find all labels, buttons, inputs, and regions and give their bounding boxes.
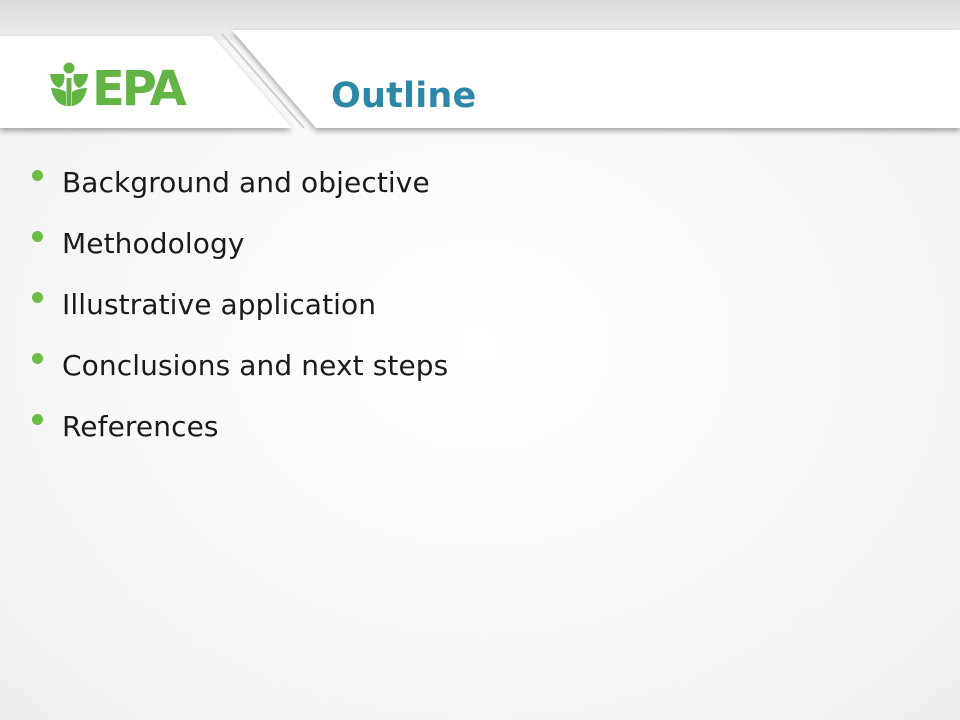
- bullet-icon: [32, 353, 43, 364]
- bullet-icon: [32, 231, 43, 242]
- logo-text: EPA: [92, 62, 184, 110]
- bullet-label: Background and objective: [62, 166, 430, 199]
- epa-flower-icon: [50, 63, 88, 107]
- bullet-icon: [32, 170, 43, 181]
- bullet-label: Conclusions and next steps: [62, 349, 449, 382]
- bullet-label: Methodology: [62, 227, 245, 260]
- bullet-icon: [32, 292, 43, 303]
- bullet-label: Illustrative application: [62, 288, 377, 321]
- slide-title: Outline: [331, 76, 477, 116]
- epa-logo: [48, 62, 193, 110]
- bullet-icon: [32, 414, 43, 425]
- bullet-label: References: [62, 410, 219, 443]
